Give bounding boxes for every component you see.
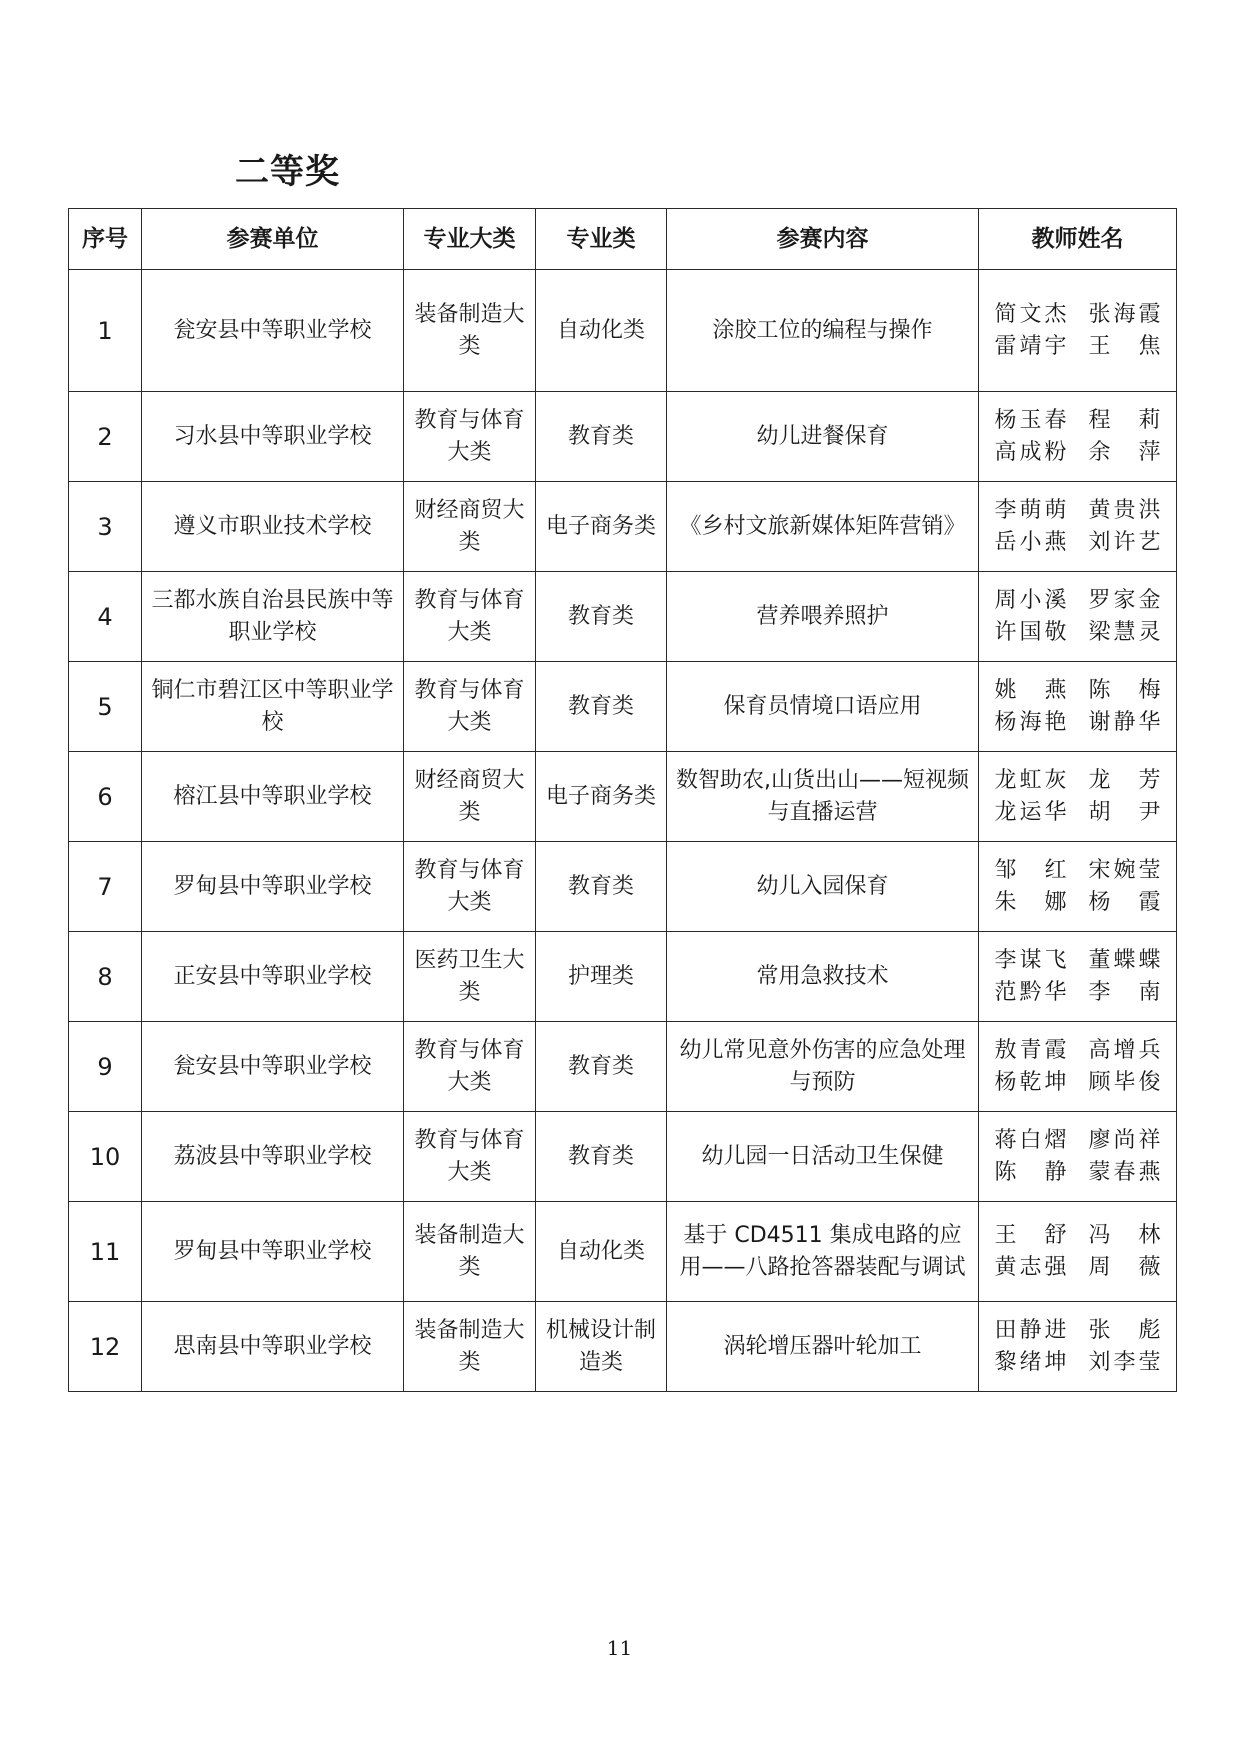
teacher-names [995, 495, 1161, 559]
teacher-name: 张海霞 [1088, 301, 1161, 327]
major-group-cell: 财经商贸大类 [404, 752, 536, 842]
table-row [69, 1112, 1177, 1202]
major-cell: 教育类 [536, 572, 667, 662]
teacher-name: 梁慧灵 [1088, 619, 1161, 645]
teacher-name: 田静进 [994, 1317, 1067, 1343]
row-number-cell: 4 [69, 572, 142, 662]
unit-cell: 罗甸县中等职业学校 [142, 1202, 404, 1302]
row-number-cell: 10 [69, 1112, 142, 1202]
table-row [69, 662, 1177, 752]
table-row [69, 482, 1177, 572]
major-group-cell: 教育与体育大类 [404, 392, 536, 482]
teacher-line [995, 1067, 1161, 1099]
major-group-cell: 装备制造大类 [404, 1302, 536, 1392]
major-group-cell: 财经商贸大类 [404, 482, 536, 572]
teachers-cell [979, 662, 1177, 752]
unit-cell: 习水县中等职业学校 [142, 392, 404, 482]
teacher-name: 邹 红 [994, 857, 1067, 883]
teacher-name: 顾毕俊 [1088, 1069, 1161, 1095]
unit-cell: 遵义市职业技术学校 [142, 482, 404, 572]
content-cell: 数智助农,山货出山——短视频与直播运营 [667, 752, 979, 842]
teacher-line [995, 585, 1161, 617]
teachers-cell [979, 1302, 1177, 1392]
teacher-line [995, 405, 1161, 437]
teacher-name: 范黔华 [994, 979, 1067, 1005]
major-cell: 教育类 [536, 842, 667, 932]
major-group-cell: 教育与体育大类 [404, 1112, 536, 1202]
teacher-names [995, 405, 1161, 469]
row-number-cell: 6 [69, 752, 142, 842]
unit-cell: 铜仁市碧江区中等职业学校 [142, 662, 404, 752]
teacher-name: 董蝶蝶 [1088, 947, 1161, 973]
major-cell: 教育类 [536, 662, 667, 752]
teachers-cell [979, 482, 1177, 572]
row-number-cell: 2 [69, 392, 142, 482]
teacher-names [995, 1315, 1161, 1379]
teachers-cell [979, 392, 1177, 482]
table-row [69, 1022, 1177, 1112]
unit-cell: 榕江县中等职业学校 [142, 752, 404, 842]
teacher-names [995, 1125, 1161, 1189]
teacher-line [995, 437, 1161, 469]
teacher-line [995, 887, 1161, 919]
teacher-name: 王 舒 [994, 1222, 1067, 1248]
teacher-name: 龙虹灰 [994, 767, 1067, 793]
content-cell: 涂胶工位的编程与操作 [667, 270, 979, 392]
teacher-name: 刘李莹 [1088, 1349, 1161, 1375]
teacher-line [995, 1315, 1161, 1347]
header-cell: 序号 [69, 209, 142, 270]
unit-cell: 思南县中等职业学校 [142, 1302, 404, 1392]
teacher-name: 敖青霞 [994, 1037, 1067, 1063]
row-number-cell: 3 [69, 482, 142, 572]
teacher-name: 高增兵 [1088, 1037, 1161, 1063]
unit-cell: 三都水族自治县民族中等职业学校 [142, 572, 404, 662]
teacher-line [995, 331, 1161, 363]
teacher-name: 程 莉 [1088, 407, 1161, 433]
teacher-name: 雷靖宇 [994, 333, 1067, 359]
table-row [69, 572, 1177, 662]
teacher-name: 刘许艺 [1088, 529, 1161, 555]
row-number-cell: 1 [69, 270, 142, 392]
table-row [69, 270, 1177, 392]
teacher-name: 宋婉莹 [1088, 857, 1161, 883]
table-body [69, 270, 1177, 1392]
teacher-name: 朱 娜 [994, 889, 1067, 915]
teacher-name: 周 薇 [1088, 1254, 1161, 1280]
teacher-line [995, 1347, 1161, 1379]
teacher-name: 杨乾坤 [994, 1069, 1067, 1095]
unit-cell: 正安县中等职业学校 [142, 932, 404, 1022]
content-cell: 幼儿常见意外伤害的应急处理与预防 [667, 1022, 979, 1112]
major-cell: 自动化类 [536, 1202, 667, 1302]
content-cell: 涡轮增压器叶轮加工 [667, 1302, 979, 1392]
table-row [69, 842, 1177, 932]
teacher-name: 廖尚祥 [1088, 1127, 1161, 1153]
teacher-line [995, 797, 1161, 829]
content-cell: 幼儿进餐保育 [667, 392, 979, 482]
major-group-cell: 教育与体育大类 [404, 662, 536, 752]
table-row [69, 1202, 1177, 1302]
major-cell: 教育类 [536, 392, 667, 482]
teacher-line [995, 855, 1161, 887]
teacher-names [995, 1220, 1161, 1284]
header-cell: 教师姓名 [979, 209, 1177, 270]
row-number-cell: 12 [69, 1302, 142, 1392]
table-row [69, 752, 1177, 842]
teacher-name: 黎绪坤 [994, 1349, 1067, 1375]
teacher-line [995, 617, 1161, 649]
teacher-line [995, 1157, 1161, 1189]
teacher-line [995, 527, 1161, 559]
row-number-cell: 7 [69, 842, 142, 932]
teacher-line [995, 299, 1161, 331]
table-header-row [69, 209, 1177, 270]
teacher-name: 杨海艳 [994, 709, 1067, 735]
teacher-name: 简文杰 [994, 301, 1067, 327]
teacher-line [995, 977, 1161, 1009]
teacher-name: 谢静华 [1088, 709, 1161, 735]
teacher-name: 李萌萌 [994, 497, 1067, 523]
teacher-name: 黄贵洪 [1088, 497, 1161, 523]
teacher-name: 周小溪 [994, 587, 1067, 613]
teacher-names [995, 299, 1161, 363]
major-group-cell: 教育与体育大类 [404, 842, 536, 932]
teacher-name: 高成粉 [994, 439, 1067, 465]
table-row [69, 932, 1177, 1022]
major-cell: 教育类 [536, 1022, 667, 1112]
teachers-cell [979, 842, 1177, 932]
teacher-name: 陈 梅 [1088, 677, 1161, 703]
teacher-name: 陈 静 [994, 1159, 1067, 1185]
unit-cell: 荔波县中等职业学校 [142, 1112, 404, 1202]
teacher-name: 杨 霞 [1088, 889, 1161, 915]
teachers-cell [979, 752, 1177, 842]
table-row [69, 1302, 1177, 1392]
row-number-cell: 8 [69, 932, 142, 1022]
teacher-line [995, 765, 1161, 797]
row-number-cell: 5 [69, 662, 142, 752]
teacher-line [995, 1035, 1161, 1067]
content-cell: 幼儿园一日活动卫生保健 [667, 1112, 979, 1202]
teacher-names [995, 585, 1161, 649]
major-group-cell: 装备制造大类 [404, 270, 536, 392]
teacher-line [995, 945, 1161, 977]
major-group-cell: 医药卫生大类 [404, 932, 536, 1022]
teacher-names [995, 855, 1161, 919]
content-cell: 《乡村文旅新媒体矩阵营销》 [667, 482, 979, 572]
teacher-line [995, 1252, 1161, 1284]
teachers-cell [979, 572, 1177, 662]
teacher-name: 杨玉春 [994, 407, 1067, 433]
teacher-name: 冯 林 [1088, 1222, 1161, 1248]
content-cell: 营养喂养照护 [667, 572, 979, 662]
teacher-name: 余 萍 [1088, 439, 1161, 465]
teacher-name: 罗家金 [1088, 587, 1161, 613]
header-cell: 专业大类 [404, 209, 536, 270]
teachers-cell [979, 270, 1177, 392]
major-cell: 教育类 [536, 1112, 667, 1202]
teacher-name: 张 彪 [1088, 1317, 1161, 1343]
major-group-cell: 教育与体育大类 [404, 1022, 536, 1112]
teacher-name: 胡 尹 [1088, 799, 1161, 825]
major-group-cell: 装备制造大类 [404, 1202, 536, 1302]
major-cell: 自动化类 [536, 270, 667, 392]
page-number: 11 [606, 1636, 633, 1660]
teacher-names [995, 1035, 1161, 1099]
teacher-name: 蒋白熠 [994, 1127, 1067, 1153]
teacher-names [995, 945, 1161, 1009]
teacher-names [995, 675, 1161, 739]
unit-cell: 瓮安县中等职业学校 [142, 270, 404, 392]
teacher-line [995, 495, 1161, 527]
row-number-cell: 11 [69, 1202, 142, 1302]
teacher-name: 黄志强 [994, 1254, 1067, 1280]
unit-cell: 瓮安县中等职业学校 [142, 1022, 404, 1112]
content-cell: 幼儿入园保育 [667, 842, 979, 932]
teacher-name: 许国敬 [994, 619, 1067, 645]
row-number-cell: 9 [69, 1022, 142, 1112]
major-cell: 电子商务类 [536, 482, 667, 572]
page-title: 二等奖 [235, 152, 340, 192]
teacher-name: 龙运华 [994, 799, 1067, 825]
table-row [69, 392, 1177, 482]
teacher-names [995, 765, 1161, 829]
header-cell: 专业类 [536, 209, 667, 270]
major-cell: 机械设计制造类 [536, 1302, 667, 1392]
teacher-name: 李谋飞 [994, 947, 1067, 973]
major-group-cell: 教育与体育大类 [404, 572, 536, 662]
header-cell: 参赛单位 [142, 209, 404, 270]
teachers-cell [979, 1022, 1177, 1112]
teacher-name: 王 焦 [1088, 333, 1161, 359]
unit-cell: 罗甸县中等职业学校 [142, 842, 404, 932]
teachers-cell [979, 1202, 1177, 1302]
major-cell: 电子商务类 [536, 752, 667, 842]
teacher-name: 龙 芳 [1088, 767, 1161, 793]
teacher-name: 岳小燕 [994, 529, 1067, 555]
teacher-line [995, 1220, 1161, 1252]
teacher-name: 蒙春燕 [1088, 1159, 1161, 1185]
header-cell: 参赛内容 [667, 209, 979, 270]
content-cell: 基于 CD4511 集成电路的应用——八路抢答器装配与调试 [667, 1202, 979, 1302]
teacher-line [995, 1125, 1161, 1157]
teacher-name: 姚 燕 [994, 677, 1067, 703]
teacher-line [995, 675, 1161, 707]
teachers-cell [979, 932, 1177, 1022]
teacher-name: 李 南 [1088, 979, 1161, 1005]
teacher-line [995, 707, 1161, 739]
content-cell: 保育员情境口语应用 [667, 662, 979, 752]
teachers-cell [979, 1112, 1177, 1202]
major-cell: 护理类 [536, 932, 667, 1022]
award-table [68, 208, 1177, 1392]
content-cell: 常用急救技术 [667, 932, 979, 1022]
